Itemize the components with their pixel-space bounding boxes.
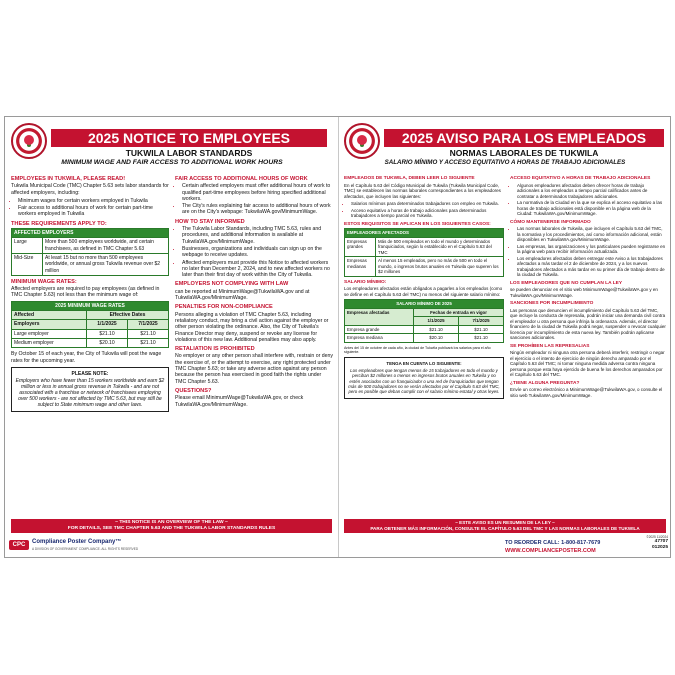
list-item: • Fair access to additional hours of work for certain part-time workers employed in Tukwila bbox=[18, 205, 169, 218]
section-heading: CÓMO MANTENERSE INFORMADO bbox=[510, 219, 591, 225]
table-row: Medium employer $20.10 $21.10 bbox=[12, 338, 169, 347]
es-column-1 bbox=[344, 173, 504, 399]
page-subtitle: TUKWILA LABOR STANDARDS bbox=[125, 148, 253, 158]
company-name: Compliance Poster Company™ bbox=[32, 539, 122, 545]
section-heading: THESE REQUIREMENTS APPLY TO: bbox=[11, 220, 107, 227]
cpc-logo-icon: CPC bbox=[9, 540, 29, 550]
paragraph: Tukwila Municipal Code (TMC) Chapter 5.63 sets labor standards for affected employers, including: bbox=[11, 183, 169, 196]
note-text: Employers who have fewer than 15 workers worldwide and earn $2 million or less in annual gross revenue in Tukwila - and are not associated with a franchise or network of franchisees employing over 500 workers - are not affected by TMC 5.63, but may still be subject to State minimum wage and other laws. bbox=[15, 377, 165, 408]
table-header: 2025 MINIMUM WAGE RATES bbox=[12, 301, 169, 310]
list-item: • Businesses, organizations and individuals can sign up on the webpage to receive updates. bbox=[182, 246, 333, 259]
section-heading: FAIR ACCESS TO ADDITIONAL HOURS OF WORK bbox=[175, 176, 308, 182]
table-row: Large employer $21.10 $21.10 bbox=[12, 329, 169, 338]
paragraph: En el Capítulo 5.63 del Código Municipal de Tukwila (Tukwila Municipal Code, TMC) se establecen las normas laborales correspondientes a los empleadores afectados, que incluyen las siguientes: bbox=[344, 182, 501, 199]
poster-footer bbox=[5, 535, 670, 558]
es-column-2 bbox=[510, 173, 666, 400]
page-subtitle: NORMAS LABORALES DE TUKWILA bbox=[449, 148, 599, 158]
page-subtitle-2: MINIMUM WAGE AND FAIR ACCESS TO ADDITIONAL WORK HOURS bbox=[61, 159, 283, 166]
section-heading: HOW TO STAY INFORMED bbox=[175, 218, 245, 225]
section-heading: ESTOS REQUISITOS SE APLICAN EN LOS SIGUIENTES CASOS: bbox=[344, 221, 491, 227]
table-header: AFFECTED EMPLOYERS bbox=[12, 229, 169, 238]
company-tagline: A DIVISION OF GOVERNMENT COMPLIANCE. ALL RIGHTS RESERVED bbox=[32, 547, 139, 551]
tukwila-seal-icon bbox=[344, 123, 380, 159]
list-item: • Salarios mínimos para determinados trabajadores con empleo en Tukwila. bbox=[351, 201, 504, 207]
section-heading: RETALIATION IS PROHIBITED bbox=[175, 346, 255, 353]
section-heading: EMPLOYEES IN TUKWILA, PLEASE READ! bbox=[11, 176, 126, 182]
reorder-phone: TO REORDER CALL: 1-800-817-7679 bbox=[505, 540, 601, 546]
bullet-list bbox=[11, 198, 169, 218]
bottom-banner: ~ THIS NOTICE IS AN OVERVIEW OF THE LAW ~ FOR DETAILS, SEE TMC CHAPTER 5.63 AND THE TUKWILA LABOR STANDARDS RULES bbox=[11, 519, 332, 533]
list-item: • Algunos empleadores afectados deben ofrecer horas de trabajo adicionales a los empleados a tiempo parcial calificados antes de contratar a determinados trabajadores adicionales. bbox=[517, 183, 666, 200]
affected-employers-table bbox=[11, 228, 169, 276]
paragraph: Please email MinimumWage@TukwilaWA.gov, or check TukwilaWA.gov/MinimumWage. bbox=[175, 395, 304, 408]
en-column-1 bbox=[11, 173, 169, 412]
section-heading: SANCIONES POR INCUMPLIMIENTO bbox=[510, 301, 594, 306]
bullet-list bbox=[510, 226, 666, 278]
website-link[interactable]: WWW.COMPLIANCEPOSTER.COM bbox=[505, 548, 596, 554]
affected-employers-table bbox=[344, 228, 504, 277]
tukwila-seal-icon bbox=[11, 123, 47, 159]
table-row: 1/1/2025 7/1/2025 bbox=[345, 317, 504, 326]
bottom-banner: ~ ESTE AVISO ES UN RESUMEN DE LA LEY ~ PARA OBTENER MÁS INFORMACIÓN, CONSULTE EL CAPÍTULO 5.63 DEL TMC Y LAS NORMAS LABORALES DE TUKWILA bbox=[344, 519, 666, 533]
paragraph: No employer or any other person shall interfere with, restrain or deny the exercise of, or the attempt to exercise, any right protected under TMC Chapter 5.63; or take any adverse action against any person because the person has exercised in good faith the rights under TMC Chapter 5.63. bbox=[175, 353, 334, 385]
paragraph: se pueden denunciar en el sitio web MinimumWage@TukwilaWA.gov y en TukwilaWA.gov/MinimumWage. bbox=[510, 287, 658, 298]
bullet-list bbox=[175, 183, 333, 215]
section-heading: PENALTIES FOR NON-COMPLIANCE bbox=[175, 304, 273, 311]
note-heading: TENGA EN CUENTA LO SIGUIENTE: bbox=[386, 361, 462, 367]
paragraph: Los empleadores afectados están obligados a pagarles a los empleados (como se define en el Capítulo 5.63 del TMC) no menos del siguiente salario mínimo: bbox=[344, 286, 503, 297]
list-item: • Las normas laborales de Tukwila, que incluyen el Capítulo 5.63 del TMC, la normativa y los procedimientos, así como información adicional, están disponibles en TukwilaWA.gov/MinimumWage. bbox=[517, 226, 666, 243]
table-row: Mid-Size At least 15 but no more than 500 employees worldwide, or annual gross Tukwila revenue over $2 million bbox=[12, 253, 169, 275]
paragraph: By October 15 of each year, the City of Tukwila will post the wage rates for the upcoming year. bbox=[11, 351, 162, 364]
section-heading: EMPLOYERS NOT COMPLYING WITH LAW bbox=[175, 281, 289, 288]
paragraph: Ningún empleador ni ninguna otra persona deberá interferir, restringir o negar el ejercicio o el intento de ejercicio de ningún derecho amparado por el Capítulo 5.63 del TMC; ni tomar ninguna medida adversa contra ninguna persona porque esta haya ejercido de buena fe los derechos amparados por el Capítulo 5.63 del TMC. bbox=[510, 350, 665, 377]
table-row: Affected Effective Dates bbox=[12, 311, 169, 320]
table-header: EMPLEADORES AFECTADOS bbox=[345, 229, 504, 238]
minimum-wage-table bbox=[11, 301, 169, 348]
bullet-list bbox=[344, 201, 504, 219]
paragraph: Affected employers are required to pay employees (as defined in TMC Chapter 5.63) not less than the minimum wage of: bbox=[11, 286, 160, 299]
please-note-box bbox=[344, 357, 504, 398]
list-item: • The City's rules explaining fair access to additional hours of work are on the City's webpage: TukwilaWA.gov/MinimumWage. bbox=[182, 203, 333, 216]
table-row: Employers 1/1/2025 7/1/2025 bbox=[12, 320, 169, 329]
page-title: 2025 NOTICE TO EMPLOYEES bbox=[51, 129, 327, 147]
bullet-list bbox=[510, 183, 666, 217]
paragraph: Persons alleging a violation of TMC Chapter 5.63, including retaliatory conduct, may bring a civil action against the employer or other person violating the ordinance. Also, the City of Tukwila's Finance Director may deny, suspend or revoke any license for violations of this new law. Additional penalties may also apply. bbox=[175, 311, 329, 343]
section-heading: ACCESO EQUITATIVO A HORAS DE TRABAJO ADICIONALES bbox=[510, 176, 651, 181]
list-item: • Minimum wages for certain workers employed in Tukwila bbox=[18, 198, 169, 204]
section-heading: ¿TIENE ALGUNA PREGUNTA? bbox=[510, 380, 580, 386]
poster bbox=[4, 116, 671, 558]
list-item: • Las empresas, las organizaciones y los particulares pueden registrarse en la página web para recibir información actualizada. bbox=[517, 244, 666, 255]
paragraph: Antes del 15 de octubre de cada año, la ciudad de Tukwila publicará los salarios para el año siguiente. bbox=[344, 345, 491, 354]
section-heading: EMPLEADOS DE TUKWILA, DEBEN LEER LO SIGUIENTE bbox=[344, 176, 475, 181]
note-heading: PLEASE NOTE: bbox=[71, 370, 109, 377]
page-subtitle-2: SALARIO MÍNIMO Y ACCESO EQUITATIVO A HORAS DE TRABAJO ADICIONALES bbox=[384, 159, 626, 166]
list-item: • Certain affected employers must offer additional hours of work to qualified part-time employees before hiring specified additional workers. bbox=[182, 183, 333, 202]
section-heading: MINIMUM WAGE RATES: bbox=[11, 278, 77, 285]
list-item: • Acceso equitativo a horas de trabajo adicionales para determinados trabajadores a tiempo parcial en Tukwila. bbox=[351, 208, 504, 219]
minimum-wage-table bbox=[344, 299, 504, 343]
en-column-2 bbox=[175, 173, 333, 410]
list-item: • Affected employers must provide this Notice to affected workers no later than December 2, 2024, and to new affected workers no later than their first day of work within the City of Tukwila. bbox=[182, 260, 333, 279]
english-half bbox=[5, 117, 339, 557]
section-heading: SALARIO MÍNIMO: bbox=[344, 279, 387, 285]
section-heading: SE PROHÍBEN LAS REPRESALIAS bbox=[510, 343, 590, 349]
table-row: Large More than 500 employees worldwide, and certain franchisees, as defined in TMC Chapter 5.63 bbox=[12, 238, 169, 254]
table-header: SALARIO MÍNIMO DE 2025 bbox=[345, 300, 504, 309]
table-row: Empresas medianas Al menos 15 empleados, pero no más de 500 en todo el mundo, o ingresos brutos anuales en Tukwila que superen los $2 millones bbox=[345, 257, 504, 277]
table-row: Empresa grande $21.10 $21.10 bbox=[345, 325, 504, 334]
bullet-list bbox=[175, 226, 333, 278]
paragraph: Envíe un correo electrónico a MinimumWage@TukwilaWA.gov, o consulte el sitio web TukwilaWA.gov/MinimumWage. bbox=[510, 387, 663, 398]
note-text: Los empleadores que tengan menos de 15 trabajadores en todo el mundo y perciban $2 millones o menos en ingresos brutos anuales en Tukwila y no estén asociados con un franquiciador o una red de franquiciados que tengan más de 500 trabajadores no se verán afectados por el Capítulo 5.63 del TMC, pero es posible que deban cumplir con el salario mínimo estatal y otras leyes. bbox=[348, 367, 500, 395]
spanish-half bbox=[338, 117, 671, 557]
list-item: • The Tukwila Labor Standards, including TMC 5.63, rules and procedures, and additional information is available at TukwilaWA.gov/MinimumWage. bbox=[182, 226, 333, 245]
section-heading: QUESTIONS? bbox=[175, 387, 212, 394]
please-note-box bbox=[11, 367, 169, 412]
table-row: Empresas grandes Más de 500 empleados en todo el mundo y determinados franquiciados, según lo establecido en el Capítulo 5.63 del TMC bbox=[345, 237, 504, 257]
list-item: • Los empleadores afectados deben entregar este Aviso a los trabajadores afectados a más tardar el 2 de diciembre de 2024, y a los nuevos trabajadores afectados a más tardar en su primer día de trabajo dentro de la ciudad de Tukwila. bbox=[517, 256, 666, 278]
section-heading: LOS EMPLEADORES QUE NO CUMPLAN LA LEY bbox=[510, 280, 623, 286]
poster-codes: ©2025 11/2024 47707 012025 bbox=[646, 535, 668, 550]
table-row: Empresa mediana $20.10 $21.10 bbox=[345, 334, 504, 343]
table-row: Empresas afectadas Fechas de entrada en vigor bbox=[345, 308, 504, 317]
paragraph: can be reported at MinimumWage@TukwilaWA.gov and at TukwilaWA.gov/MinimumWage. bbox=[175, 288, 310, 302]
list-item: • La normativa de la Ciudad en la que se explica el acceso equitativo a las horas de trabajo adicionales está disponible en la página web de la Ciudad: TukwilaWA.gov/MinimumWage. bbox=[517, 200, 666, 217]
page-title: 2025 AVISO PARA LOS EMPLEADOS bbox=[384, 129, 664, 147]
paragraph: Las personas que denuncien el incumplimiento del Capítulo 5.63 del TMC, que incluye la conducta de represalia, podrán iniciar una demanda civil contra el empleador u otra persona que infrinja la ordenanza. Además, el director financiero de la ciudad de Tukwila podrá negar, suspender o revocar cualquier licencia por incumplimiento de esta nueva ley. También podrán aplicarse sanciones adicionales. bbox=[510, 307, 666, 340]
